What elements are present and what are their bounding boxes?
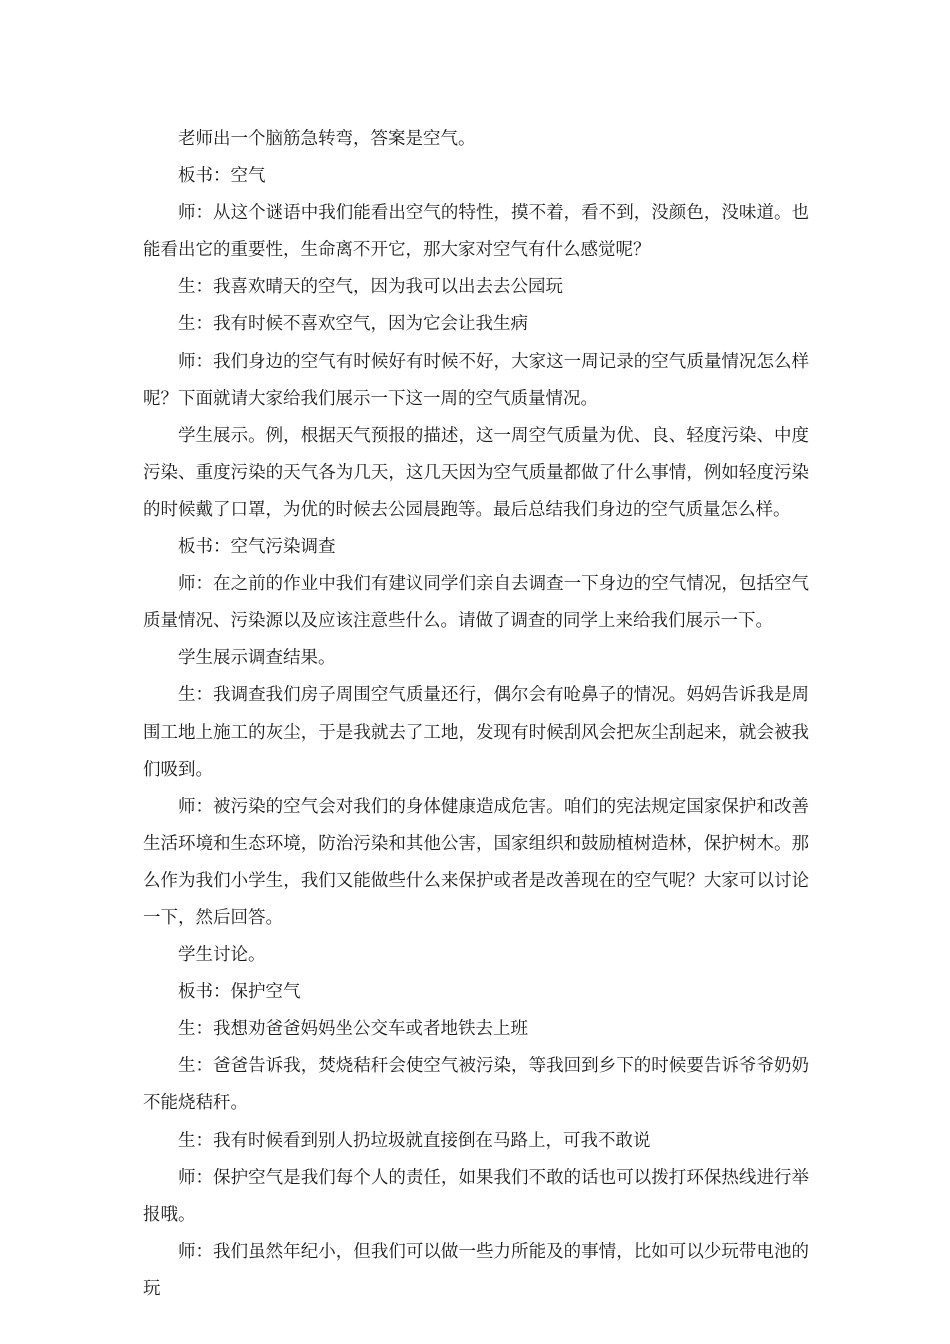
paragraph-board-pollution-survey: 板书：空气污染调查 [178,537,336,558]
paragraph-teacher-weekly-record: 师：我们身边的空气有时候好有时候不好，大家这一周记录的空气质量情况怎么样呢？下面就请大家给我们展示一下这一周的空气质量情况。 [143,351,809,409]
paragraph-teacher-properties: 师：从这个谜语中我们能看出空气的特性，摸不着，看不到，没颜色，没味道。也能看出它的重要性，生命离不开它，那大家对空气有什么感觉呢？ [143,203,809,261]
paragraph-board-air: 板书：空气 [178,166,266,187]
paragraph-student-straw-burning: 生：爸爸告诉我，焚烧秸秆会使空气被污染，等我回到乡下的时候要告诉爷爷奶奶不能烧秸秆。 [143,1056,809,1114]
paragraph-teacher-constitution: 师：被污染的空气会对我们的身体健康造成危害。咱们的宪法规定国家保护和改善生活环境和生态环境，防治污染和其他公害，国家组织和鼓励植树造林，保护树木。那么作为我们小学生，我们又能做些什么来保护或者是改善现在的空气呢？大家可以讨论一下，然后回答。 [143,796,809,928]
paragraph-riddle-answer: 老师出一个脑筋急转弯，答案是空气。 [178,129,476,149]
paragraph-teacher-hotline: 师：保护空气是我们每个人的责任，如果我们不敢的话也可以拨打环保热线进行举报哦。 [143,1167,809,1225]
paragraph-board-protect-air: 板书：保护空气 [178,982,301,1003]
paragraph-student-survey-results: 学生展示调查结果。 [178,648,336,669]
paragraph-student-littering: 生：我有时候看到别人扔垃圾就直接倒在马路上，可我不敢说 [178,1130,651,1151]
paragraph-teacher-small-actions: 师：我们虽然年纪小，但我们可以做一些力所能及的事情，比如可以少玩带电池的玩 [143,1241,809,1299]
paragraph-student-sunny: 生：我喜欢晴天的空气，因为我可以出去去公园玩 [178,277,563,298]
document-body [143,121,809,1308]
paragraph-student-construction-dust: 生：我调查我们房子周围空气质量还行，偶尔会有呛鼻子的情况。妈妈告诉我是周围工地上施工的灰尘，于是我就去了工地，发现有时候刮风会把灰尘刮起来，就会被我们吸到。 [143,685,809,780]
paragraph-student-presentation: 学生展示。例，根据天气预报的描述，这一周空气质量为优、良、轻度污染、中度污染、重度污染的天气各为几天，这几天因为空气质量都做了什么事情，例如轻度污染的时候戴了口罩，为优的时候去公园晨跑等。最后总结我们身边的空气质量怎么样。 [143,425,809,520]
paragraph-student-discussion: 学生讨论。 [178,945,266,966]
paragraph-student-public-transport: 生：我想劝爸爸妈妈坐公交车或者地铁去上班 [178,1019,528,1040]
paragraph-teacher-survey-request: 师：在之前的作业中我们有建议同学们亲自去调查一下身边的空气情况，包括空气质量情况、污染源以及应该注意些什么。请做了调查的同学上来给我们展示一下。 [143,574,809,632]
paragraph-student-sick: 生：我有时候不喜欢空气，因为它会让我生病 [178,314,528,335]
